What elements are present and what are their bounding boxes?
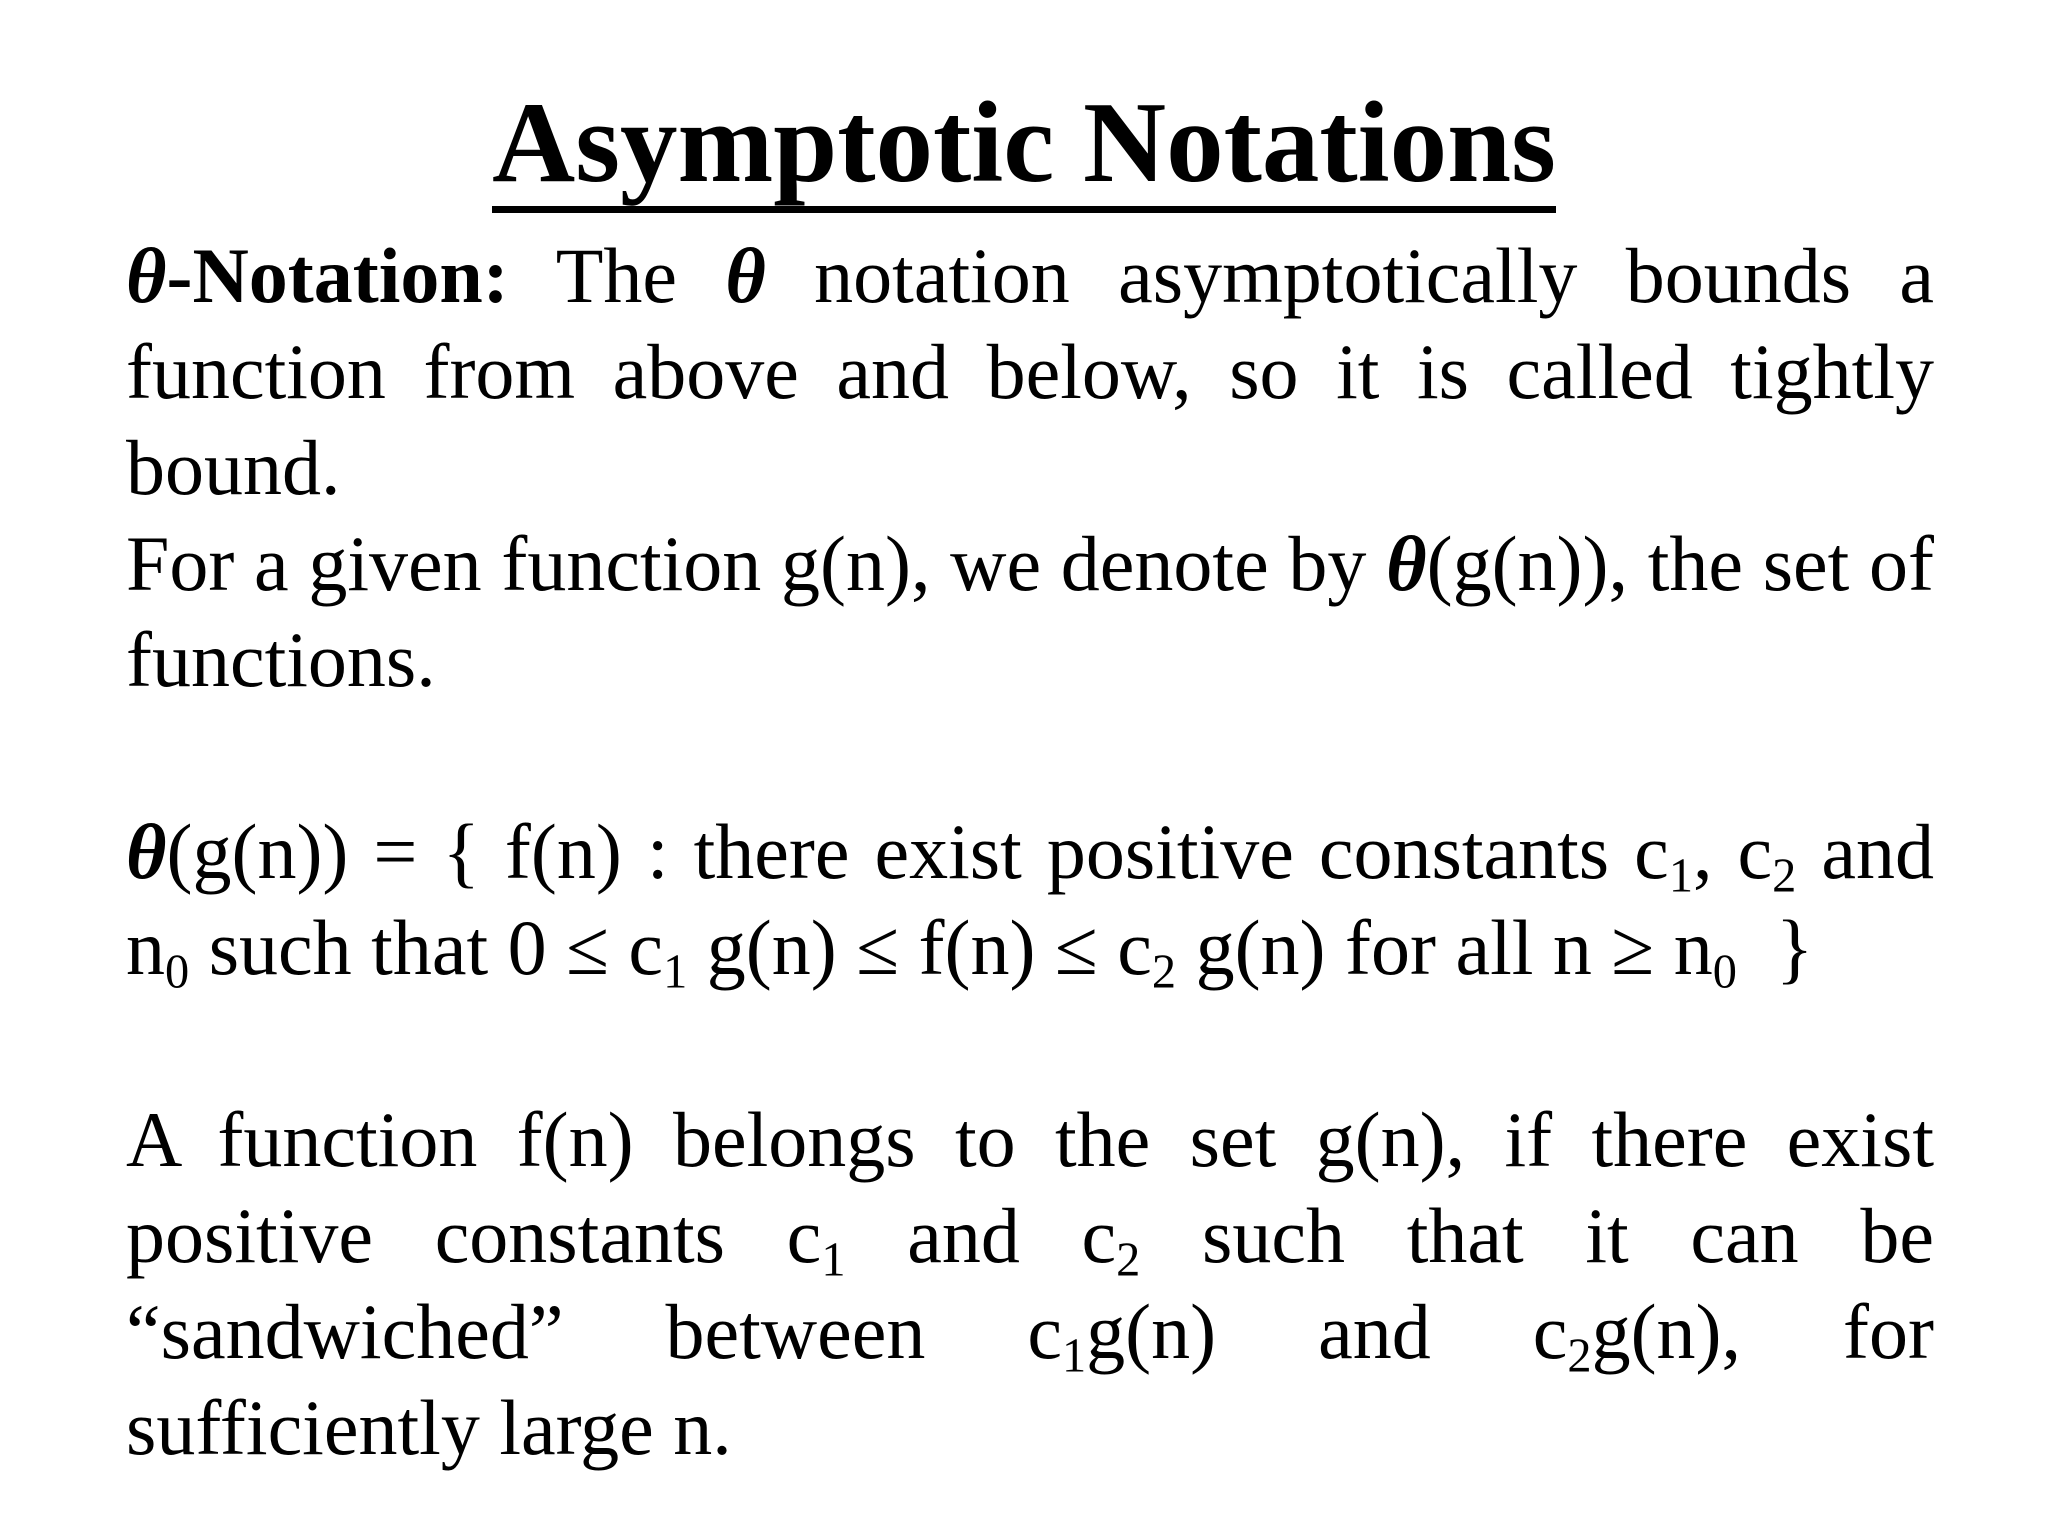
set-line1-text-c: and xyxy=(1796,808,1934,895)
set-definition-line-1 xyxy=(126,804,1934,903)
belongs-sub-c2: 2 xyxy=(1116,1233,1141,1287)
belongs-line-4: sufficiently large n. xyxy=(126,1384,732,1471)
set-line2-text-e: } xyxy=(1736,904,1814,991)
set-sub-n0: 0 xyxy=(165,945,190,999)
set-line1-text-b: , c xyxy=(1693,808,1773,895)
set-line2-text-c: g(n) ≤ f(n) ≤ c xyxy=(687,904,1152,991)
belongs-sub-c2-b: 2 xyxy=(1567,1329,1592,1383)
belongs-line2-text-c: such that it can be xyxy=(1140,1192,1934,1279)
theta-def-text-b: notation asymptotically bounds a function from above and below, so it is called tightly bound. xyxy=(126,232,1935,511)
belongs-line2-text-b: and c xyxy=(845,1192,1117,1279)
belongs-line2-text-a: positive constants c xyxy=(126,1192,822,1279)
set-line2-text-d: g(n) for all n ≥ n xyxy=(1176,904,1713,991)
belongs-sub-c1: 1 xyxy=(821,1233,846,1287)
set-sub-c1-b: 1 xyxy=(663,945,688,999)
belongs-line3-text-c: g(n), for xyxy=(1591,1288,1934,1375)
belongs-line3-text-a: “sandwiched” between c xyxy=(126,1288,1062,1375)
set-line2-text-b: such that 0 ≤ c xyxy=(189,904,664,991)
slide-title xyxy=(0,78,2048,208)
belongs-line-1: A function f(n) belongs to the set g(n), if there exist xyxy=(126,1096,1934,1183)
given-text-a: For a given function g(n), we denote by xyxy=(126,520,1367,607)
set-line1-text-a: (g(n)) = { f(n) : there exist positive constants c xyxy=(166,808,1669,895)
belongs-line-2 xyxy=(126,1188,1934,1287)
set-sub-c2: 2 xyxy=(1772,849,1797,903)
set-sub-c1: 1 xyxy=(1668,849,1693,903)
slide-title-text: Asymptotic Notations xyxy=(492,79,1556,213)
belongs-line-3 xyxy=(126,1284,1934,1383)
set-theta-symbol: θ xyxy=(126,808,167,895)
set-sub-n0-b: 0 xyxy=(1712,945,1737,999)
given-text-b: (g(n)), the set of functions. xyxy=(126,520,1935,703)
theta-def-text-a: The xyxy=(555,232,677,319)
set-definition-line-2 xyxy=(126,900,1934,999)
theta-definition-paragraph xyxy=(126,228,1934,516)
set-sub-c2-b: 2 xyxy=(1151,945,1177,999)
set-definition xyxy=(126,804,1934,999)
given-function-paragraph xyxy=(126,516,1934,708)
set-line2-text-a: n xyxy=(126,904,165,991)
belongs-sub-c1-b: 1 xyxy=(1061,1329,1087,1383)
given-theta-symbol: θ xyxy=(1386,520,1427,607)
belongs-line3-text-b: g(n) and c xyxy=(1086,1288,1568,1375)
belongs-paragraph xyxy=(126,1092,1934,1476)
theta-term-label: -Notation: xyxy=(166,232,509,319)
theta-symbol: θ xyxy=(126,232,167,319)
theta-symbol-inline: θ xyxy=(725,232,766,319)
